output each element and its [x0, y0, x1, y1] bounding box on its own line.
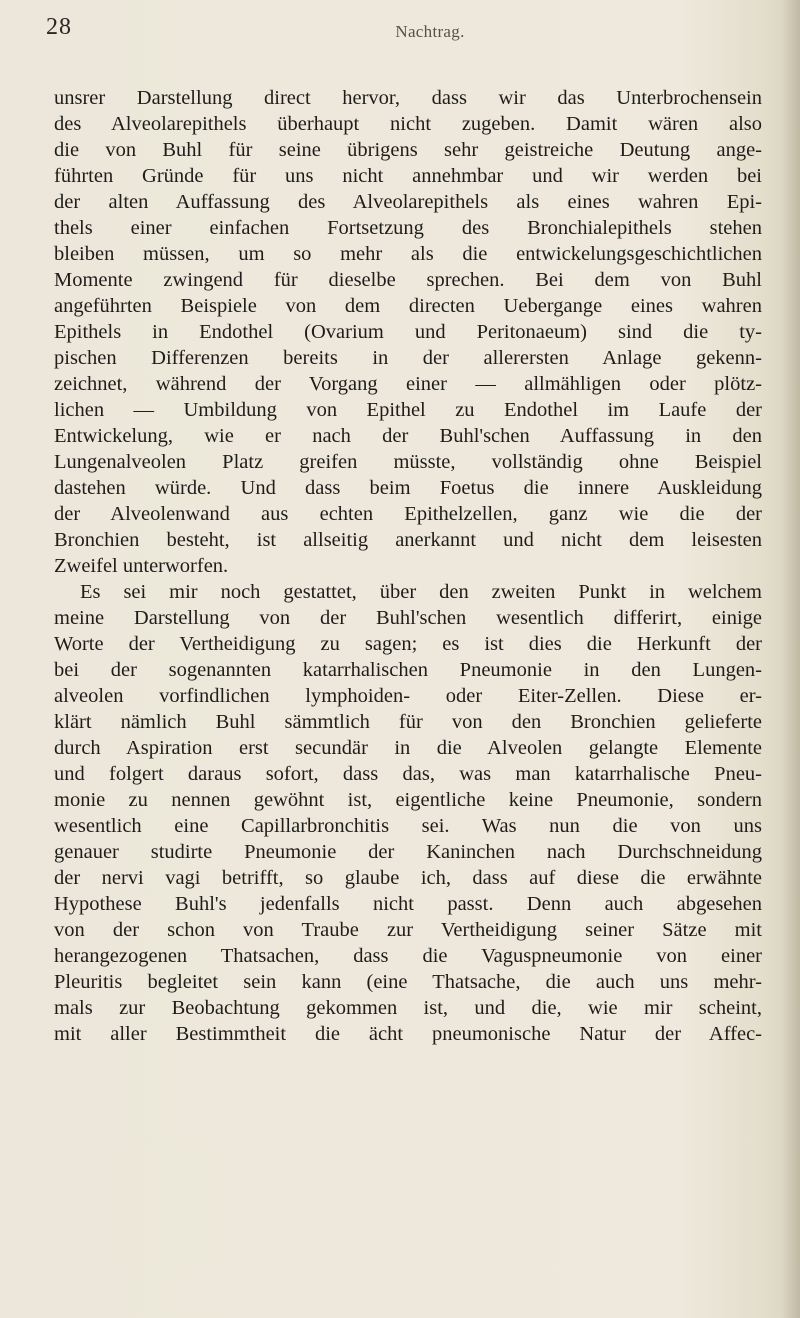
body-text: [54, 85, 762, 1047]
text-line: Zweifel unterworfen.: [54, 555, 229, 577]
text-line: Momente zwingend für dieselbe sprechen. Bei dem von Buhl: [54, 269, 762, 291]
text-line: Hypothese Buhl's jedenfalls nicht passt. Denn auch abgesehen: [54, 893, 762, 915]
page-edge-shadow: [782, 0, 800, 1318]
text-line: Bronchien besteht, ist allseitig anerkannt und nicht dem leisesten: [54, 529, 762, 551]
text-line: alveolen vorfindlichen lymphoiden- oder Eiter-Zellen. Diese er-: [54, 685, 762, 707]
text-line: meine Darstellung von der Buhl'schen wesentlich differirt, einige: [54, 607, 762, 629]
text-line: unsrer Darstellung direct hervor, dass wir das Unterbrochensein: [54, 87, 762, 109]
text-line: Lungenalveolen Platz greifen müsste, vollständig ohne Beispiel: [54, 451, 762, 473]
text-line: angeführten Beispiele von dem directen Uebergange eines wahren: [54, 295, 762, 317]
text-line: Pleuritis begleitet sein kann (eine Thatsache, die auch uns mehr-: [54, 971, 762, 993]
text-line: wesentlich eine Capillarbronchitis sei. Was nun die von uns: [54, 815, 762, 837]
text-line: bei der sogenannten katarrhalischen Pneumonie in den Lungen-: [54, 659, 762, 681]
text-line: Es sei mir noch gestattet, über den zweiten Punkt in welchem: [80, 581, 762, 603]
text-line: der nervi vagi betrifft, so glaube ich, dass auf diese die erwähnte: [54, 867, 762, 889]
text-line: genauer studirte Pneumonie der Kaninchen nach Durchschneidung: [54, 841, 762, 863]
text-line: Worte der Vertheidigung zu sagen; es ist dies die Herkunft der: [54, 633, 762, 655]
text-line: thels einer einfachen Fortsetzung des Bronchialepithels stehen: [54, 217, 762, 239]
text-line: herangezogenen Thatsachen, dass die Vaguspneumonie von einer: [54, 945, 762, 967]
text-line: der Alveolenwand aus echten Epithelzellen, ganz wie die der: [54, 503, 762, 525]
text-line: durch Aspiration erst secundär in die Alveolen gelangte Elemente: [54, 737, 762, 759]
text-line: die von Buhl für seine übrigens sehr geistreiche Deutung ange-: [54, 139, 762, 161]
text-line: klärt nämlich Buhl sämmtlich für von den Bronchien gelieferte: [54, 711, 762, 733]
text-line: zeichnet, während der Vorgang einer — allmähligen oder plötz-: [54, 373, 762, 395]
text-line: und folgert daraus sofort, dass das, was man katarrhalische Pneu-: [54, 763, 762, 785]
text-line: dastehen würde. Und dass beim Foetus die innere Auskleidung: [54, 477, 762, 499]
text-line: pischen Differenzen bereits in der allerersten Anlage gekenn-: [54, 347, 762, 369]
text-line: mals zur Beobachtung gekommen ist, und die, wie mir scheint,: [54, 997, 762, 1019]
text-line: Epithels in Endothel (Ovarium und Peritonaeum) sind die ty-: [54, 321, 762, 343]
text-line: monie zu nennen gewöhnt ist, eigentliche keine Pneumonie, sondern: [54, 789, 762, 811]
text-line: lichen — Umbildung von Epithel zu Endothel im Laufe der: [54, 399, 762, 421]
page-number: 28: [46, 14, 72, 40]
text-line: von der schon von Traube zur Vertheidigung seiner Sätze mit: [54, 919, 762, 941]
text-line: der alten Auffassung des Alveolarepithels als eines wahren Epi-: [54, 191, 762, 213]
text-line: führten Gründe für uns nicht annehmbar und wir werden bei: [54, 165, 762, 187]
text-line: bleiben müssen, um so mehr als die entwickelungsgeschichtlichen: [54, 243, 762, 265]
text-line: Entwickelung, wie er nach der Buhl'schen Auffassung in den: [54, 425, 762, 447]
text-line: mit aller Bestimmtheit die ächt pneumonische Natur der Affec-: [54, 1023, 762, 1045]
running-title: Nachtrag.: [395, 22, 465, 41]
text-line: des Alveolarepithels überhaupt nicht zugeben. Damit wären also: [54, 113, 762, 135]
